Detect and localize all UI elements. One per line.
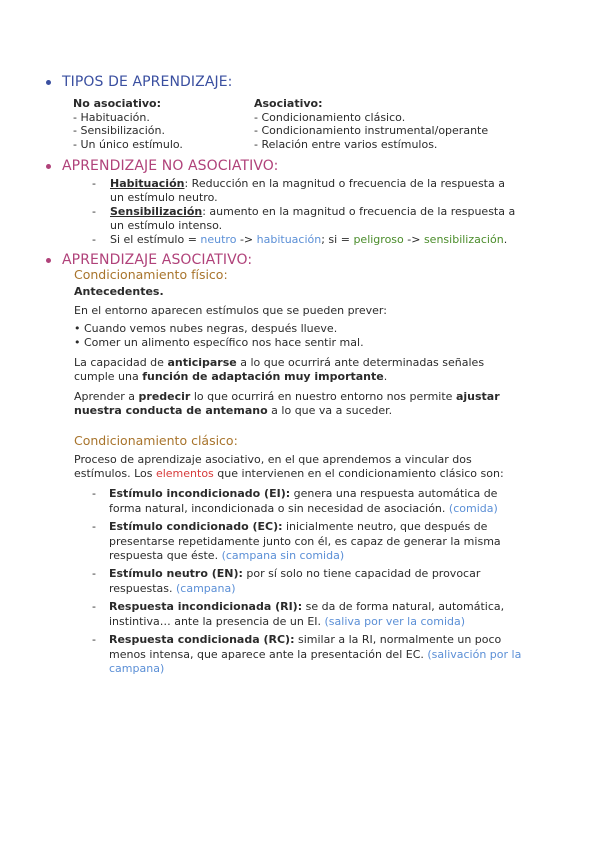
- section-tipos-aprendizaje: [46, 74, 233, 90]
- keyword-elementos: elementos: [155, 467, 214, 480]
- bullet-line: • Cuando vemos nubes negras, después llueve.: [74, 322, 338, 335]
- example-note: (salivación por la campana): [109, 647, 522, 675]
- example-note: (campana): [176, 581, 236, 595]
- example-note: (comida): [448, 501, 498, 515]
- bullet-icon: [46, 80, 51, 85]
- keyword-peligroso: peligroso: [353, 233, 404, 246]
- section-title: APRENDIZAJE NO ASOCIATIVO:: [62, 158, 279, 174]
- subheading-clasico: Condicionamiento clásico:: [74, 433, 238, 448]
- document-page: TIPOS DE APRENDIZAJE: No asociativo: - Habituación. - Sensibilización. - Un único estímulo. Asociativo: - Condicionamiento clásico. - Condicionamiento instrumental/operante - Relación entre varios estímulos. APRENDIZAJE NO ASOCIATIVO: - Habituación: Reducción en la magnitud o frecuencia de la respuesta a un estímulo neutro. - Sensibilización: aumento en la magnitud o frecuencia de la respuesta a un estímulo intenso. - Si el estímulo = neutro -> habituación; si = peligroso -> sensibilización. APRENDIZAJE ASOCIATIVO: Condicionamiento físico: Antecedentes. En el entorno aparecen estímulos que se pueden prever: • Cuando vemos nubes negras, después llueve. • Comer un alimento específico nos hace sentir mal. La capacidad de anticiparse a lo que ocurrirá ante determinadas señales cumple una función de adaptación muy importante. Aprender a predecir lo que ocurrirá en nuestro entorno nos permite ajustar nuestra conducta de antemano a lo que va a suceder. Condicionamiento clásico: Proceso de aprendizaje asociativo, en el que aprendemos a vincular dos estímulos. Los elementos que intervienen en el condicionamiento clásico son: - Estímulo incondicionado (EI): genera una respuesta automática de forma natural, incondicionada o sin necesidad de asociación. (comida) - Estímulo condicionado (EC): inicialmente neutro, que después de presentarse repetidamente junto con él, es capaz de generar la misma respuesta que éste. (campana sin comida) - Estímulo neutro (EN): por sí solo no tiene capacidad de provocar respuestas. (campana) - Respuesta incondicionada (RI): se da de forma natural, automática, instintiva… ante la presencia de un EI. (saliva por ver la comida) - Respuesta condicionada (RC): similar a la RI, normalmente un poco menos intensa, que aparece ante la presentación del EC. (salivación por la campana): [0, 0, 600, 848]
- keyword-neutro: neutro: [200, 233, 237, 246]
- bullet-icon: [46, 164, 51, 169]
- section-no-asociativo: [46, 158, 279, 174]
- list-item: - Condicionamiento clásico.: [254, 110, 406, 124]
- bullet-line: • Comer un alimento específico nos hace sentir mal.: [74, 336, 364, 349]
- section-title: APRENDIZAJE ASOCIATIVO:: [62, 252, 253, 268]
- list-item: - Sensibilización.: [73, 124, 165, 137]
- section-asociativo: [46, 252, 252, 268]
- antecedentes-heading: Antecedentes.: [74, 285, 164, 298]
- example-note: (saliva por ver la comida): [324, 614, 466, 628]
- asociativo-column: [254, 97, 488, 151]
- paragraph: En el entorno aparecen estímulos que se pueden prever:: [74, 304, 387, 317]
- list-item: - Habituación.: [73, 110, 150, 124]
- keyword-habituacion: habituación: [256, 233, 322, 246]
- term: Habituación: [110, 177, 185, 190]
- list-item: - Relación entre varios estímulos.: [254, 137, 438, 151]
- subheading-fisico: Condicionamiento físico:: [74, 267, 228, 282]
- column-heading: Asociativo:: [254, 97, 323, 110]
- column-heading: No asociativo:: [73, 97, 161, 110]
- paragraph-proceso: Proceso de aprendizaje asociativo, en el que aprendemos a vincular dos estímulos. Los elementos que intervienen en el condicionamiento clásico son:: [74, 453, 504, 480]
- bullet-icon: [46, 258, 51, 263]
- paragraph-predecir: Aprender a predecir lo que ocurrirá en nuestro entorno nos permite ajustar nuestra conducta de antemano a lo que va a suceder.: [74, 390, 500, 417]
- paragraph-anticiparse: La capacidad de anticiparse a lo que ocurrirá ante determinadas señales cumple una función de adaptación muy importante.: [74, 356, 485, 383]
- list-item: - Condicionamiento instrumental/operante: [254, 124, 489, 137]
- keyword-sensibilizacion: sensibilización: [423, 233, 504, 246]
- list-item: - Un único estímulo.: [73, 137, 183, 151]
- example-note: (campana sin comida): [221, 549, 345, 562]
- no-asociativo-column: [73, 97, 183, 151]
- section-title: TIPOS DE APRENDIZAJE:: [62, 74, 233, 90]
- term: Sensibilización: [110, 205, 203, 218]
